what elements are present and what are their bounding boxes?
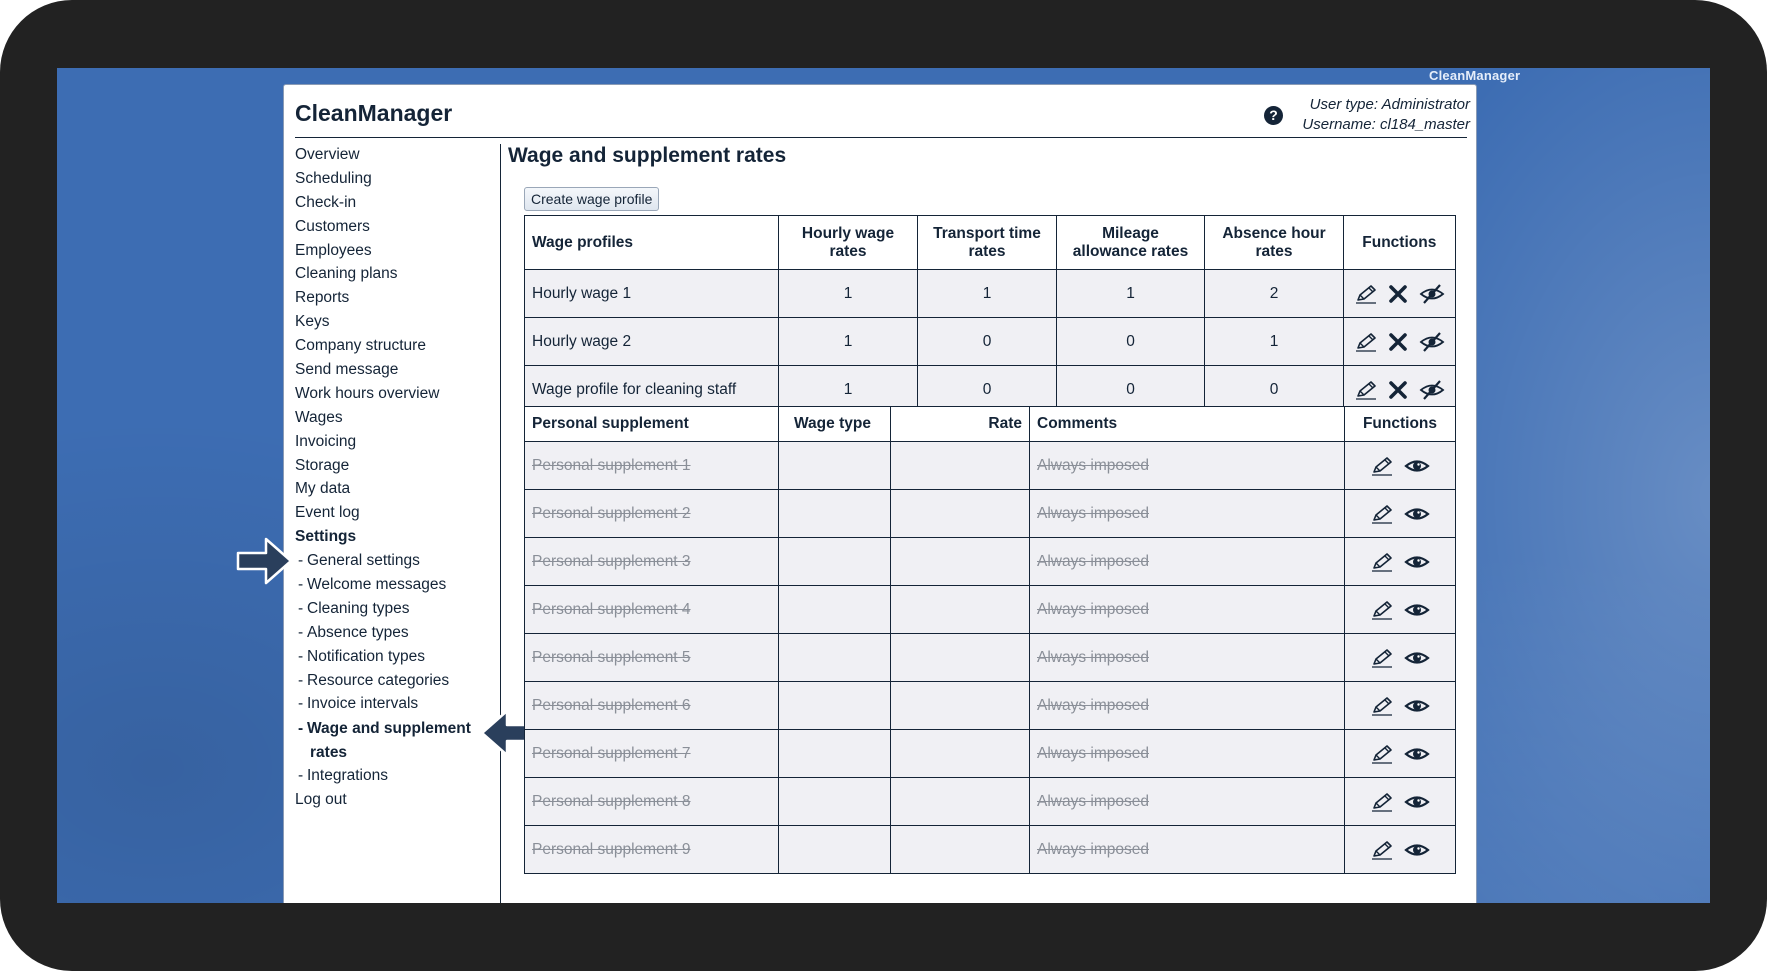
pencil-icon[interactable] [1370, 648, 1394, 668]
supplement-name: Personal supplement 4 [525, 586, 779, 634]
x-icon[interactable] [1388, 284, 1408, 304]
wage-type-cell [779, 490, 891, 538]
wage-profiles-table [524, 215, 1456, 414]
functions-cell [1345, 634, 1456, 682]
sidebar-subitem-label: Welcome messages [307, 576, 447, 594]
app-title[interactable]: CleanManager [295, 100, 453, 126]
hourly-wage-rates-value: 1 [779, 318, 918, 366]
functions-cell [1344, 270, 1456, 318]
pencil-icon[interactable] [1370, 792, 1394, 812]
wage-profile-name: Hourly wage 1 [525, 270, 779, 318]
comment-cell: Always imposed [1030, 682, 1345, 730]
header-divider [295, 137, 1467, 138]
mileage-allowance-rates-value: 0 [1057, 366, 1205, 414]
brand-tab: CleanManager [1429, 68, 1521, 83]
col-transport-time-rates: Transport time rates [918, 216, 1057, 270]
absence-hour-rates-value: 1 [1205, 318, 1344, 366]
create-wage-profile-button[interactable]: Create wage profile [524, 187, 659, 211]
pencil-icon[interactable] [1354, 380, 1378, 400]
sidebar-subitem-notification-types[interactable] [295, 646, 495, 670]
functions-cell [1345, 682, 1456, 730]
sidebar-item-cleaning-plans[interactable]: Cleaning plans [295, 265, 398, 283]
hourly-wage-rates-value: 1 [779, 270, 918, 318]
sidebar-item-storage[interactable]: Storage [295, 456, 350, 474]
sidebar-item-keys[interactable]: Keys [295, 313, 330, 331]
sidebar-item-customers[interactable]: Customers [295, 217, 370, 235]
comment-cell: Always imposed [1030, 586, 1345, 634]
functions-cell [1345, 442, 1456, 490]
wage-profile-name: Wage profile for cleaning staff [525, 366, 779, 414]
sidebar-subitem-label: Wage and supplement [307, 720, 471, 738]
table-row [525, 826, 1456, 874]
table-header-row [525, 407, 1456, 442]
sidebar-subitem-label: General settings [307, 552, 420, 570]
pencil-icon[interactable] [1370, 552, 1394, 572]
comment-cell: Always imposed [1030, 634, 1345, 682]
table-row [525, 490, 1456, 538]
eye-icon[interactable] [1404, 744, 1430, 764]
table-row [525, 442, 1456, 490]
col-rate: Rate [891, 407, 1030, 442]
sidebar-subitem-resource-categories[interactable] [295, 670, 495, 694]
sidebar-subitem-welcome-messages[interactable] [295, 574, 495, 598]
pencil-icon[interactable] [1370, 600, 1394, 620]
transport-time-rates-value: 1 [918, 270, 1057, 318]
user-type: User type: Administrator [1309, 96, 1470, 113]
table-row [525, 270, 1456, 318]
hourly-wage-rates-value: 1 [779, 366, 918, 414]
eye-icon[interactable] [1404, 552, 1430, 572]
transport-time-rates-value: 0 [918, 366, 1057, 414]
functions-cell [1345, 826, 1456, 874]
functions-cell [1345, 778, 1456, 826]
table-row [525, 634, 1456, 682]
sidebar-subitem-cleaning-types[interactable] [295, 598, 495, 622]
wage-profile-name: Hourly wage 2 [525, 318, 779, 366]
wage-type-cell [779, 634, 891, 682]
rate-cell [891, 682, 1030, 730]
pencil-icon[interactable] [1354, 284, 1378, 304]
dash: - [298, 576, 304, 594]
eye-icon[interactable] [1404, 504, 1430, 524]
sidebar-item-wages[interactable]: Wages [295, 408, 343, 426]
table-row [525, 682, 1456, 730]
sidebar-subitem-absence-types[interactable] [295, 622, 495, 646]
pencil-icon[interactable] [1370, 456, 1394, 476]
eye-icon[interactable] [1404, 696, 1430, 716]
supplement-name: Personal supplement 8 [525, 778, 779, 826]
table-header-row [525, 216, 1456, 270]
supplement-name: Personal supplement 5 [525, 634, 779, 682]
rate-cell [891, 826, 1030, 874]
sidebar-item-log-out[interactable]: Log out [295, 791, 347, 809]
functions-cell [1345, 730, 1456, 778]
rate-cell [891, 730, 1030, 778]
sidebar-subitem-invoice-intervals[interactable] [295, 693, 495, 717]
page-title: Wage and supplement rates [508, 144, 787, 167]
transport-time-rates-value: 0 [918, 318, 1057, 366]
dash: - [298, 623, 304, 641]
dash: - [298, 720, 304, 738]
sidebar-item-my-data[interactable]: My data [295, 480, 351, 498]
pencil-icon[interactable] [1370, 840, 1394, 860]
eye-icon[interactable] [1404, 456, 1430, 476]
eye-slash-icon[interactable] [1419, 331, 1445, 353]
sidebar-item-event-log[interactable]: Event log [295, 504, 360, 522]
x-icon[interactable] [1388, 332, 1408, 352]
dash: - [298, 671, 304, 689]
col-mileage-allowance-rates: Mileage allowance rates [1057, 216, 1205, 270]
table-row [525, 778, 1456, 826]
sidebar-nav [295, 144, 495, 813]
table-row [525, 730, 1456, 778]
comment-cell: Always imposed [1030, 778, 1345, 826]
col-wage-profiles: Wage profiles [525, 216, 779, 270]
sidebar-item-reports[interactable]: Reports [295, 289, 350, 307]
comment-cell: Always imposed [1030, 490, 1345, 538]
wage-type-cell [779, 730, 891, 778]
rate-cell [891, 778, 1030, 826]
wage-type-cell [779, 826, 891, 874]
functions-cell [1345, 586, 1456, 634]
col-functions: Functions [1344, 216, 1456, 270]
col-absence-hour-rates: Absence hour rates [1205, 216, 1344, 270]
sidebar-subitem-integrations[interactable] [295, 765, 495, 789]
dash: - [298, 767, 304, 785]
col-personal-supplement: Personal supplement [525, 407, 779, 442]
comment-cell: Always imposed [1030, 826, 1345, 874]
rate-cell [891, 538, 1030, 586]
comment-cell: Always imposed [1030, 730, 1345, 778]
sidebar-subitem-label: Resource categories [307, 671, 450, 689]
supplement-name: Personal supplement 3 [525, 538, 779, 586]
dash: - [298, 695, 304, 713]
rate-cell [891, 586, 1030, 634]
x-icon[interactable] [1388, 380, 1408, 400]
absence-hour-rates-value: 2 [1205, 270, 1344, 318]
sidebar-subitem-label: Notification types [307, 647, 426, 665]
app-header [284, 85, 1476, 138]
sidebar-divider [500, 144, 501, 903]
pencil-icon[interactable] [1354, 332, 1378, 352]
functions-cell [1344, 318, 1456, 366]
app-window [283, 84, 1477, 903]
table-row [525, 318, 1456, 366]
supplement-name: Personal supplement 6 [525, 682, 779, 730]
question-icon[interactable]: ? [1264, 106, 1283, 125]
sidebar-item-company-structure[interactable]: Company structure [295, 337, 426, 355]
sidebar-item-send-message[interactable]: Send message [295, 361, 399, 379]
comment-cell: Always imposed [1030, 442, 1345, 490]
supplement-name: Personal supplement 2 [525, 490, 779, 538]
mileage-allowance-rates-value: 0 [1057, 318, 1205, 366]
sidebar-item-employees[interactable]: Employees [295, 241, 372, 259]
sidebar-item-check-in[interactable]: Check-in [295, 193, 357, 211]
wage-type-cell [779, 778, 891, 826]
col-comments: Comments [1030, 407, 1345, 442]
supplement-name: Personal supplement 9 [525, 826, 779, 874]
desktop-screen [57, 68, 1710, 903]
sidebar-subitem-label: Absence types [307, 623, 409, 641]
supplement-name: Personal supplement 1 [525, 442, 779, 490]
table-row [525, 586, 1456, 634]
eye-icon[interactable] [1404, 840, 1430, 860]
rate-cell [891, 634, 1030, 682]
absence-hour-rates-value: 0 [1205, 366, 1344, 414]
sidebar-subitem-label: Cleaning types [307, 599, 410, 617]
sidebar-item-scheduling[interactable]: Scheduling [295, 169, 372, 187]
personal-supplements-table [524, 406, 1456, 874]
eye-icon[interactable] [1404, 600, 1430, 620]
dash: - [298, 552, 304, 570]
settings-arrow-icon [236, 536, 294, 586]
col-functions: Functions [1345, 407, 1456, 442]
mileage-allowance-rates-value: 1 [1057, 270, 1205, 318]
table-row [525, 538, 1456, 586]
sidebar-subitem-general-settings[interactable] [295, 550, 495, 574]
functions-cell [1345, 490, 1456, 538]
sidebar-subitem-label-line2: rates [310, 744, 348, 762]
pencil-icon[interactable] [1370, 696, 1394, 716]
sidebar-subitem-label: Integrations [307, 767, 388, 785]
wage-type-cell [779, 586, 891, 634]
wage-type-cell [779, 682, 891, 730]
comment-cell: Always imposed [1030, 538, 1345, 586]
sidebar-item-work-hours-overview[interactable]: Work hours overview [295, 384, 440, 402]
rate-cell [891, 490, 1030, 538]
eye-slash-icon[interactable] [1419, 379, 1445, 401]
supplement-name: Personal supplement 7 [525, 730, 779, 778]
username: Username: cl184_master [1302, 116, 1470, 133]
rate-cell [891, 442, 1030, 490]
col-wage-type: Wage type [779, 407, 891, 442]
pencil-icon[interactable] [1370, 504, 1394, 524]
wage-type-cell [779, 442, 891, 490]
sidebar-item-invoicing[interactable]: Invoicing [295, 432, 357, 450]
eye-slash-icon[interactable] [1419, 283, 1445, 305]
functions-cell [1345, 538, 1456, 586]
sidebar-subitem-label: Invoice intervals [307, 695, 419, 713]
eye-icon[interactable] [1404, 792, 1430, 812]
col-hourly-wage-rates: Hourly wage rates [779, 216, 918, 270]
sidebar-item-settings[interactable]: Settings [295, 528, 357, 546]
eye-icon[interactable] [1404, 648, 1430, 668]
user-info [1302, 95, 1470, 135]
wage-type-cell [779, 538, 891, 586]
sidebar-item-overview[interactable]: Overview [295, 146, 360, 163]
sidebar-subitem-wage-and-supplement-rates[interactable] [295, 717, 495, 765]
dash: - [298, 647, 304, 665]
dash: - [298, 599, 304, 617]
pencil-icon[interactable] [1370, 744, 1394, 764]
